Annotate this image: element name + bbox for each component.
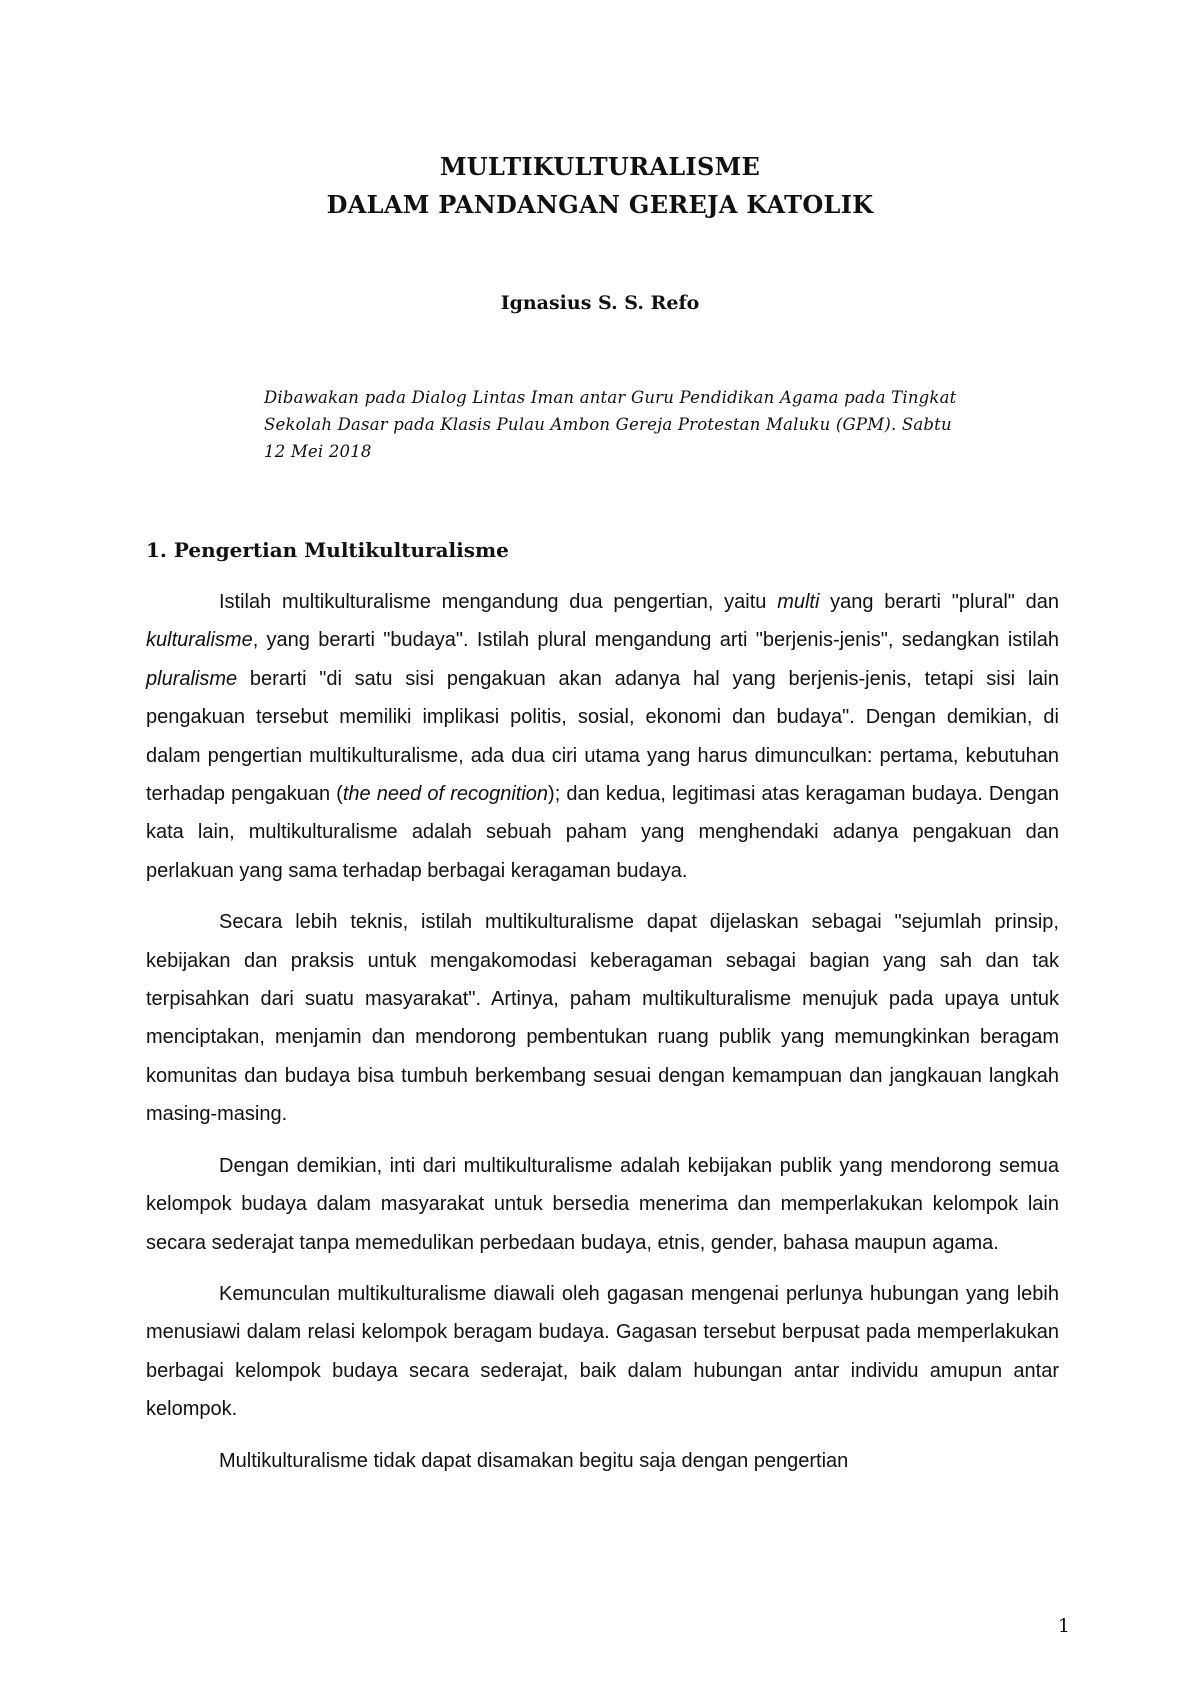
text-segment: Secara lebih teknis, istilah multikulturalisme dapat dijelaskan sebagai "sejumlah prinsip, kebijakan dan praksis untuk mengakomodasi keberagaman sebagai bagian yang sah dan tak terpisahkan dari suatu masyarakat". Artinya, paham multikulturalisme menujuk pada upaya untuk menciptakan, menjamin dan mendorong pembentukan ruang publik yang memungkinkan beragam komunitas dan budaya bisa tumbuh berkembang sesuai dengan kemampuan dan jangkauan langkah masing-masing. xyxy=(146,911,1059,1126)
text-segment: Istilah multikulturalisme mengandung dua pengertian, yaitu xyxy=(219,591,778,613)
text-segment: , yang berarti "budaya". Istilah plural mengandung arti "berjenis-jenis", sedangkan istilah xyxy=(252,629,1059,652)
text-segment: yang berarti "plural" dan xyxy=(819,591,1059,613)
body-text xyxy=(146,583,1059,1480)
text-segment: Multikulturalisme tidak dapat disamakan begitu saja dengan pengertian xyxy=(219,1449,849,1472)
author-name: Ignasius S. S. Refo xyxy=(500,292,700,314)
italic-term: pluralisme xyxy=(146,667,238,690)
body-paragraph xyxy=(146,583,1059,890)
italic-term: multi xyxy=(777,591,820,613)
section-heading: 1. Pengertian Multikulturalisme xyxy=(146,538,509,562)
body-paragraph xyxy=(146,1275,1059,1429)
text-segment: Kemunculan multikulturalisme diawali oleh gagasan mengenai perlunya hubungan yang lebih menusiawi dalam relasi kelompok beragam budaya. Gagasan tersebut berpusat pada memperlakukan berbagai kelompok budaya secara sederajat, baik dalam hubungan antar individu amupun antar kelompok. xyxy=(146,1282,1059,1421)
body-paragraph xyxy=(146,1442,1059,1480)
document-title xyxy=(0,148,1200,224)
page-number: 1 xyxy=(1057,1615,1070,1637)
title-line-1: MULTIKULTURALISME xyxy=(439,152,761,181)
text-segment: ); dan kedua, legitimasi atas keragaman budaya. Dengan kata lain, multikulturalisme adalah sebuah paham yang menghendaki adanya pengakuan dan perlakuan yang sama terhadap berbagai keragaman budaya. xyxy=(146,783,1059,882)
italic-term: the need of recognition xyxy=(342,783,549,806)
title-line-2: DALAM PANDANGAN GEREJA KATOLIK xyxy=(326,190,874,219)
text-segment: berarti "di satu sisi pengakuan akan adanya hal yang berjenis-jenis, tetapi sisi lain pengakuan tersebut memiliki implikasi politis, sosial, ekonomi dan budaya". Dengan demikian, di dalam pengertian multikulturalisme, ada dua ciri utama yang harus dimunculkan: pertama, kebutuhan terhadap pengakuan ( xyxy=(146,667,1059,806)
occasion-note: Dibawakan pada Dialog Lintas Iman antar Guru Pendidikan Agama pada Tingkat Sekolah Dasar pada Klasis Pulau Ambon Gereja Protestan Maluku (GPM). Sabtu 12 Mei 2018 xyxy=(264,388,957,461)
body-paragraph xyxy=(146,903,1059,1133)
body-paragraph xyxy=(146,1147,1059,1262)
text-segment: Dengan demikian, inti dari multikulturalisme adalah kebijakan publik yang mendorong semua kelompok budaya dalam masyarakat untuk bersedia menerima dan memperlakukan kelompok lain secara sederajat tanpa memedulikan perbedaan budaya, etnis, gender, bahasa maupun agama. xyxy=(146,1154,1059,1254)
italic-term: kulturalisme xyxy=(146,629,253,652)
